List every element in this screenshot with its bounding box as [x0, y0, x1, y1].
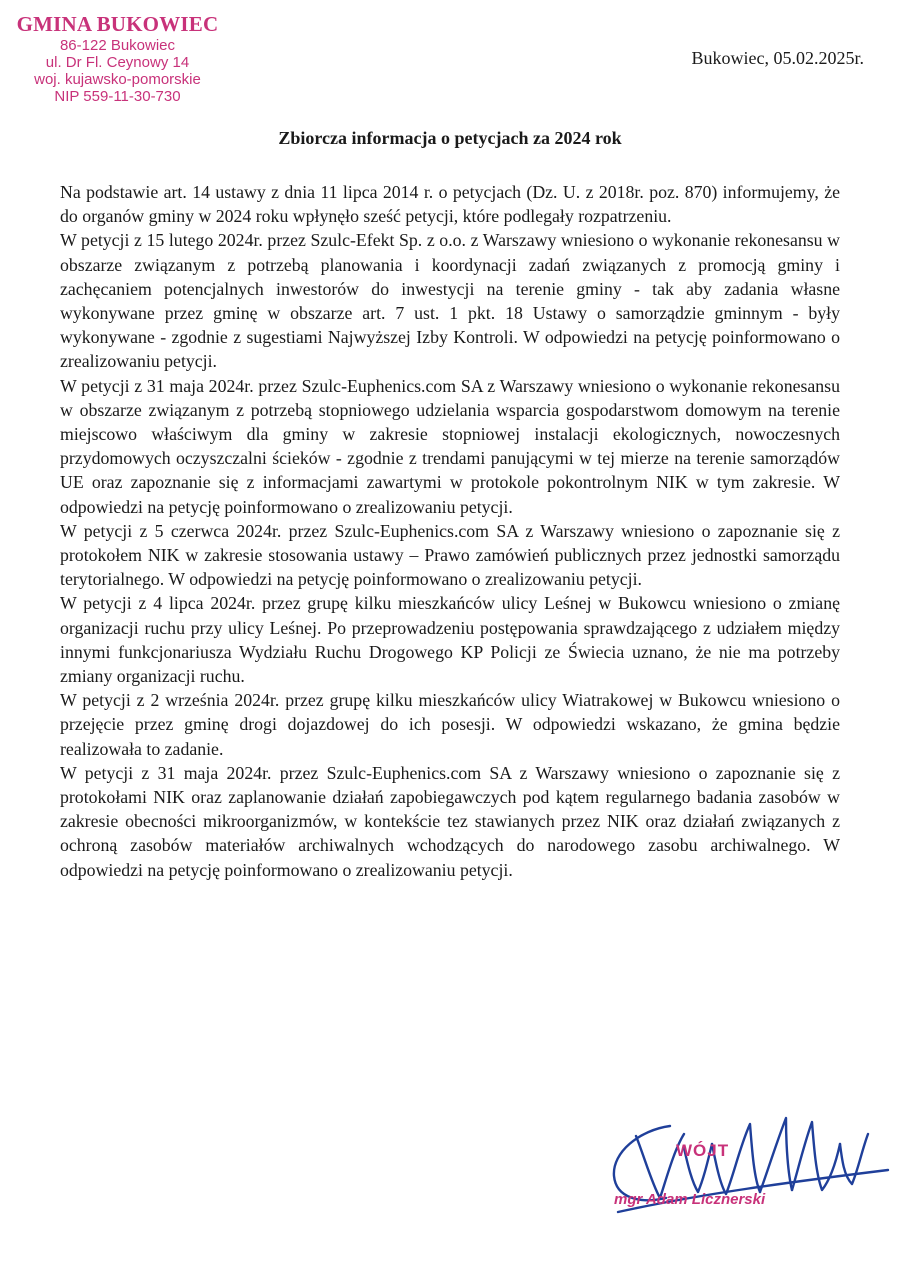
- paragraph-petition-1: W petycji z 15 lutego 2024r. przez Szulc-Efekt Sp. z o.o. z Warszawy wniesiono o wykonanie rekonesansu w obszarze związanym z potrzebą planowania i koordynacji zadań związanych z promocją gminy i zachęcaniem potencjalnych inwestorów do inwestycji na terenie gminy - tak aby zadania własne wykonywane przez gminę w obszarze art. 7 ust. 1 pkt. 18 Ustawy o samorządzie gminnym - były wykonywane - zgodnie z sugestiami Najwyższej Izby Kontroli. W odpowiedzi na petycję poinformowano o zrealizowaniu petycji.: [60, 230, 840, 372]
- municipality-stamp: [10, 12, 225, 105]
- stamp-nip: NIP 559-11-30-730: [54, 88, 181, 105]
- signature-name: mgr Adam Licznerski: [614, 1191, 766, 1208]
- stamp-voivodeship: woj. kujawsko-pomorskie: [34, 71, 201, 88]
- paragraph-petition-2: W petycji z 31 maja 2024r. przez Szulc-Euphenics.com SA z Warszawy wniesiono o wykonanie rekonesansu w obszarze związanym z potrzebą stopniowego udzielania wsparcia gospodarstwom domowym na terenie miejscowo właściwym dla gminy w zakresie stopniowej instalacji ekologicznych, nowoczesnych przydomowych oczyszczalni ścieków - zgodnie z trendami panującymi w tej mierze na terenie samorządów UE oraz zapoznanie się z informacjami zawartymi w protokole pokontrolnym NIK w tym zakresie. W odpowiedzi na petycję poinformowano o zrealizowaniu petycji.: [60, 375, 840, 517]
- document-date: Bukowiec, 05.02.2025r.: [691, 48, 864, 68]
- paragraph-petition-5: W petycji z 2 września 2024r. przez grupę kilku mieszkańców ulicy Wiatrakowej w Bukowcu wniesiono o przejęcie przez gminę drogi dojazdowej do ich posesji. W odpowiedzi wskazano, że gmina będzie realizowała to zadanie.: [60, 690, 840, 759]
- paragraph-intro: Na podstawie art. 14 ustawy z dnia 11 lipca 2014 r. o petycjach (Dz. U. z 2018r. poz. 870) informujemy, że do organów gminy w 2024 roku wpłynęło sześć petycji, które podlegały rozpatrzeniu.: [60, 182, 840, 227]
- document-body: [60, 180, 840, 882]
- signature-scribble: [600, 1100, 890, 1240]
- signature-title: WÓJT: [676, 1141, 730, 1160]
- handwritten-signature: [600, 1100, 890, 1240]
- stamp-municipality-name: GMINA BUKOWIEC: [16, 12, 219, 36]
- stamp-postal-code: 86-122 Bukowiec: [59, 37, 176, 54]
- paragraph-petition-3: W petycji z 5 czerwca 2024r. przez Szulc-Euphenics.com SA z Warszawy wniesiono o zapoznanie się z protokołem NIK w zakresie stosowania ustawy – Prawo zamówień publicznych przez jednostki samorządu terytorialnego. W odpowiedzi na petycję poinformowano o zrealizowaniu petycji.: [60, 520, 840, 590]
- document-title: Zbiorcza informacja o petycjach za 2024 rok: [278, 128, 622, 148]
- paragraph-petition-4: W petycji z 4 lipca 2024r. przez grupę kilku mieszkańców ulicy Leśnej w Bukowcu wniesiono o zmianę organizacji ruchu przy ulicy Leśnej. Po przeprowadzeniu postępowania sprawdzającego z udziałem między innymi funkcjonariusza Wydziału Ruchu Drogowego KP Policji ze Świecia uznano, że nie ma potrzeby zmiany organizacji ruchu.: [60, 593, 840, 687]
- paragraph-petition-6: W petycji z 31 maja 2024r. przez Szulc-Euphenics.com SA z Warszawy wniesiono o zapoznanie się z protokołami NIK oraz zaplanowanie działań zapobiegawczych pod kątem regularnego badania zasobów w zakresie obecności mikroorganizmów, w kontekście tez stawianych przez NIK oraz działań związanych z ochroną zasobów materiałów archiwalnych wchodzących do narodowego zasobu archiwalnego. W odpowiedzi na petycję poinformowano o zrealizowaniu petycji.: [60, 762, 840, 880]
- stamp-street: ul. Dr Fl. Ceynowy 14: [45, 54, 190, 71]
